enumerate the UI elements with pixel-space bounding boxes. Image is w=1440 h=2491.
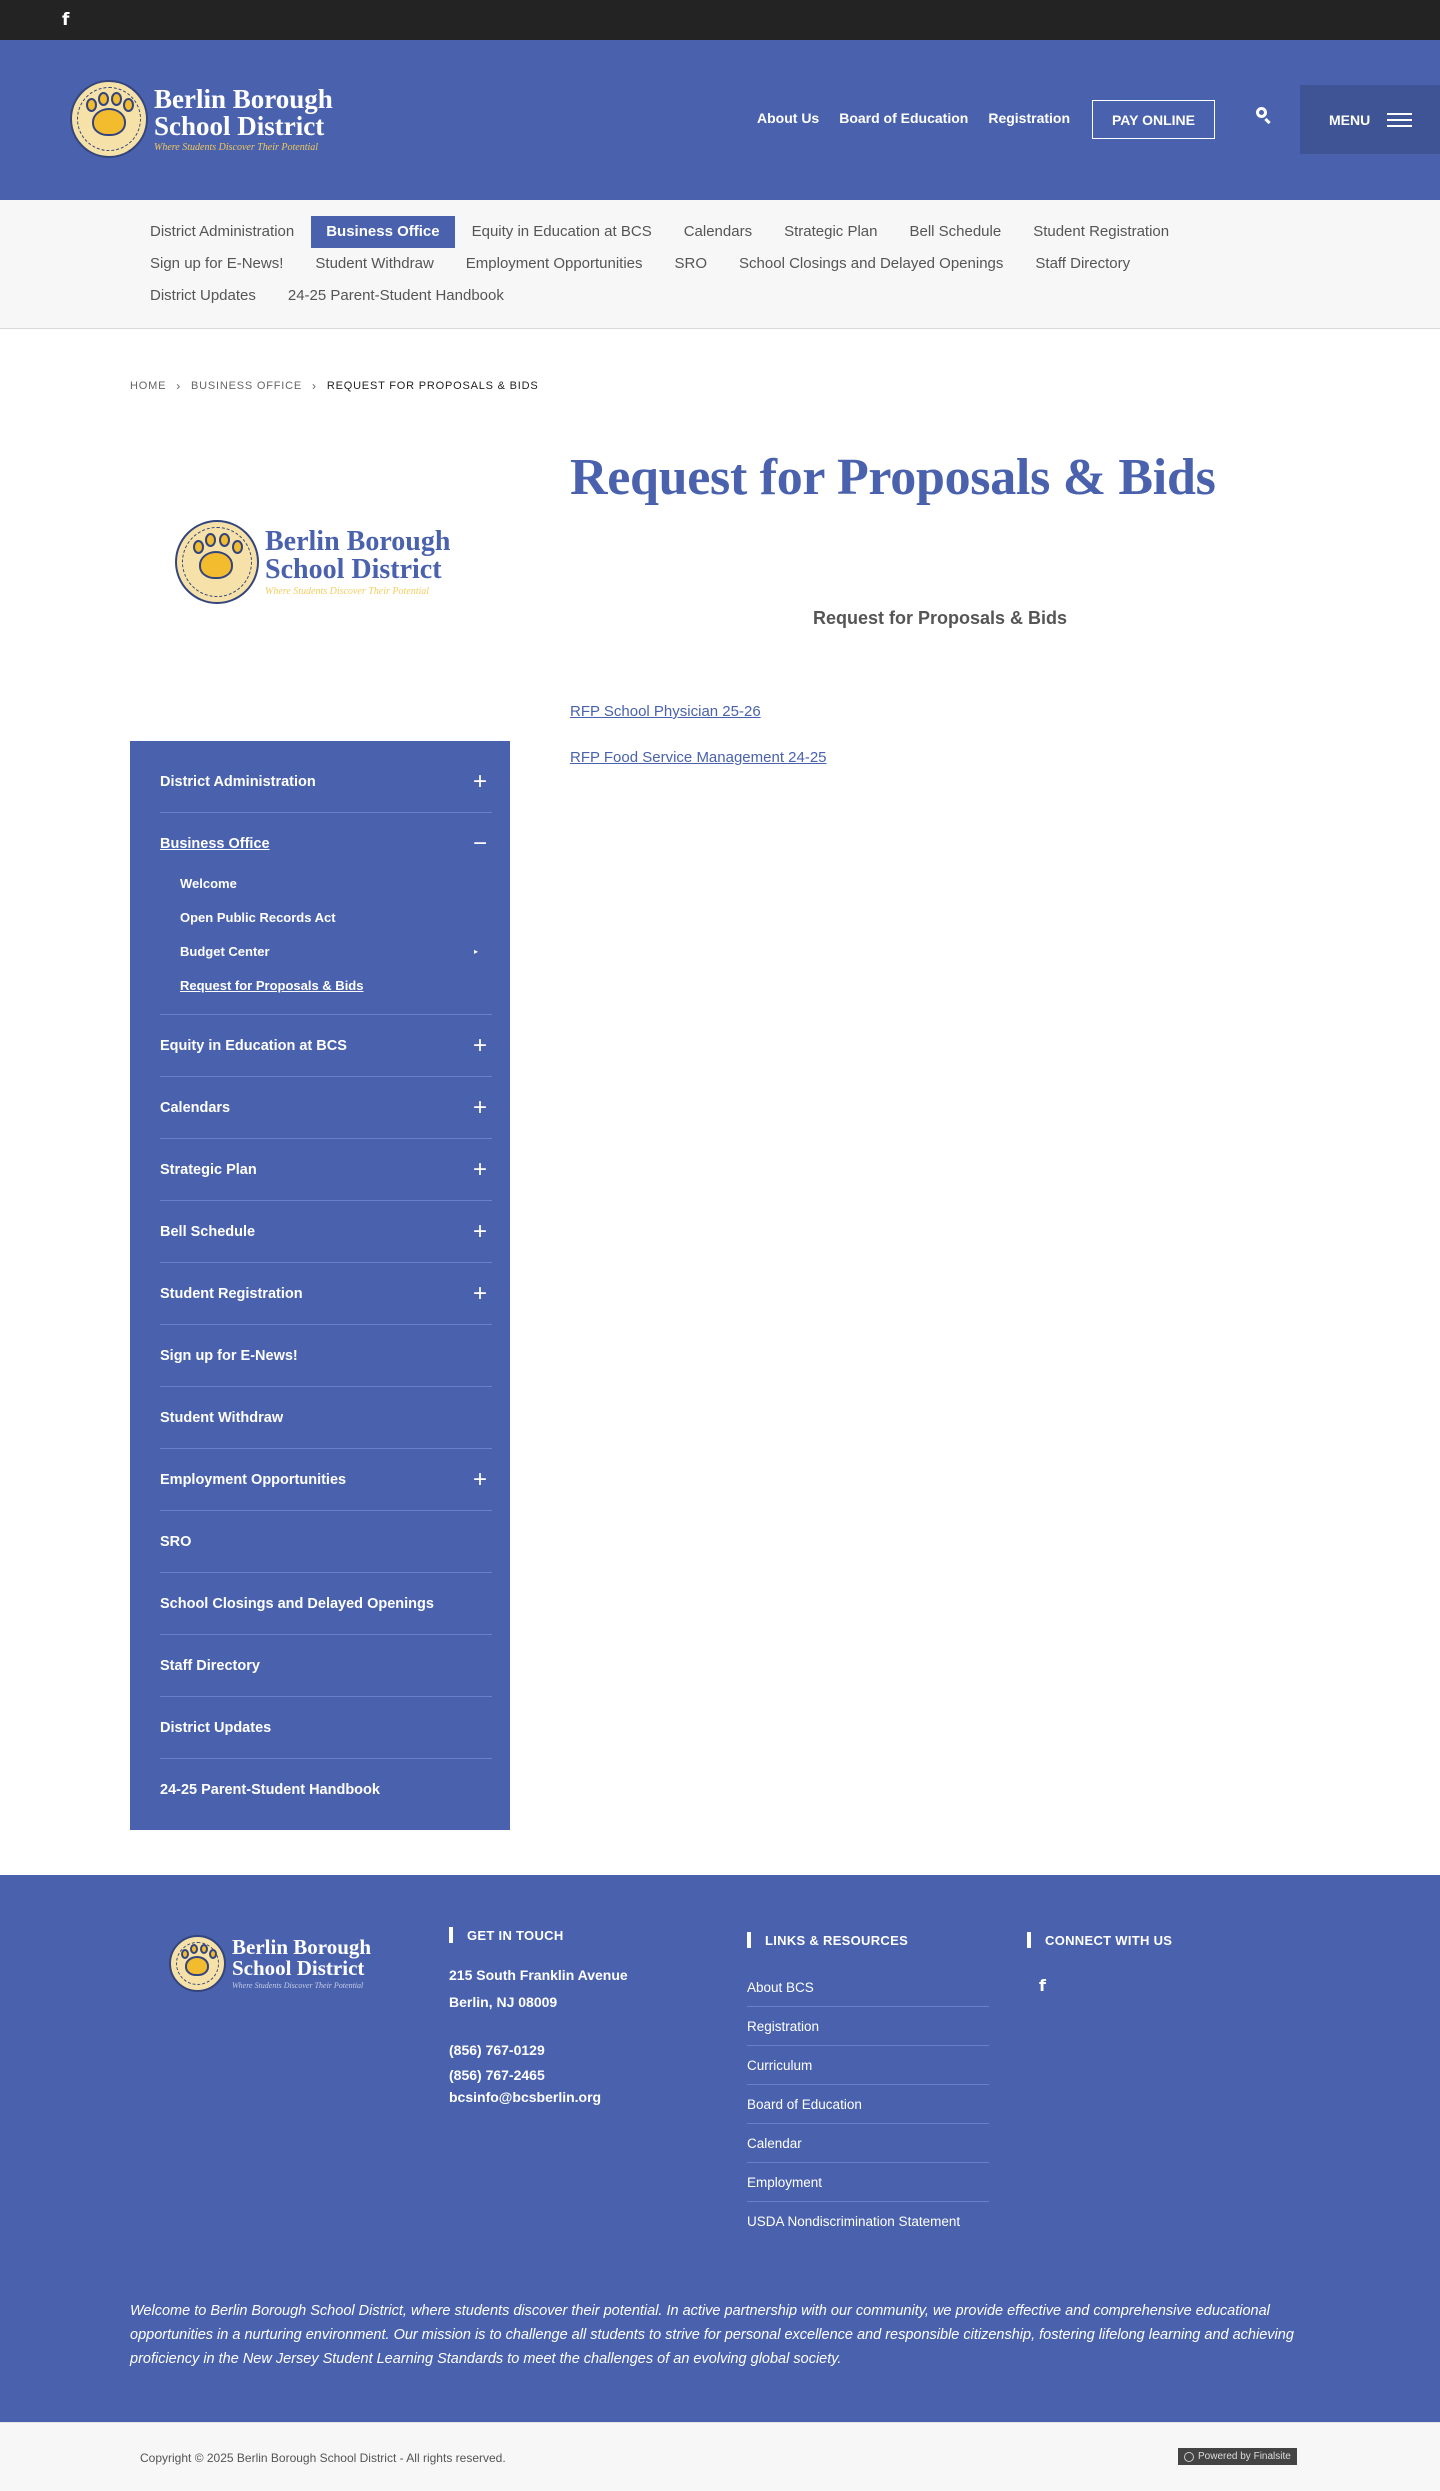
sidebar-subitem bbox=[180, 900, 492, 934]
sidebar-subitem bbox=[180, 934, 492, 968]
powered-by-badge[interactable] bbox=[1178, 2448, 1297, 2465]
sidebar-link[interactable]: SRO bbox=[160, 1533, 192, 1550]
address-line-2: Berlin, NJ 08009 bbox=[449, 1994, 558, 2010]
section-nav-strategic-plan[interactable]: Strategic Plan bbox=[784, 223, 878, 240]
document-links bbox=[570, 703, 827, 795]
util-link-board-of-education[interactable]: Board of Education bbox=[839, 110, 969, 126]
expand-plus-icon[interactable]: + bbox=[472, 1093, 487, 1121]
section-nav-item bbox=[669, 216, 767, 248]
get-in-touch-heading: GET IN TOUCH bbox=[449, 1925, 628, 1945]
sidebar-link[interactable]: District Updates bbox=[160, 1719, 272, 1736]
content-subheading: Request for Proposals & Bids bbox=[812, 608, 1068, 628]
footer-link-registration[interactable]: Registration bbox=[747, 2018, 820, 2034]
sidebar-item-sro bbox=[160, 1511, 492, 1573]
section-nav bbox=[0, 200, 1440, 329]
footer-link-usda-nondiscrimination-statement[interactable]: USDA Nondiscrimination Statement bbox=[747, 2214, 961, 2229]
sidebar-link[interactable]: Calendars bbox=[160, 1099, 231, 1116]
section-nav-item bbox=[457, 216, 667, 248]
section-nav-student-registration[interactable]: Student Registration bbox=[1033, 223, 1170, 240]
sidebar-link[interactable]: 24-25 Parent-Student Handbook bbox=[160, 1781, 380, 1798]
menu-label: MENU bbox=[1329, 111, 1371, 128]
sidebar-link[interactable]: Strategic Plan bbox=[160, 1161, 257, 1178]
facebook-icon[interactable]: f bbox=[62, 10, 70, 30]
sidebar-item-equity-in-education-at-bcs bbox=[160, 1015, 492, 1077]
sidebar-item-sign-up-for-e-news bbox=[160, 1325, 492, 1387]
top-bar bbox=[0, 0, 1440, 40]
utility-nav bbox=[757, 110, 1070, 126]
lions-seal-icon bbox=[70, 80, 148, 158]
expand-plus-icon[interactable]: + bbox=[472, 767, 487, 795]
section-nav-item bbox=[724, 248, 1018, 280]
site-footer bbox=[0, 1875, 1440, 2422]
footer-link-item bbox=[747, 2163, 989, 2202]
sidebar-logo-line-2: School District bbox=[265, 553, 442, 585]
sidebar-link[interactable]: School Closings and Delayed Openings bbox=[160, 1595, 434, 1612]
sidebar-sublink-open-public-records-act[interactable]: Open Public Records Act bbox=[180, 909, 336, 925]
footer-link-board-of-education[interactable]: Board of Education bbox=[747, 2096, 862, 2112]
page-title: Request for Proposals & Bids bbox=[570, 449, 1216, 506]
breadcrumb-business-office[interactable]: BUSINESS OFFICE bbox=[191, 380, 303, 392]
section-nav-24-25-parent-student-handbook[interactable]: 24-25 Parent-Student Handbook bbox=[287, 287, 504, 304]
section-nav-district-updates[interactable]: District Updates bbox=[150, 287, 256, 304]
expand-plus-icon[interactable]: + bbox=[472, 1465, 487, 1493]
copyright: Copyright © 2025 Berlin Borough School District - All rights reserved. bbox=[140, 2451, 506, 2465]
mission-statement: Welcome to Berlin Borough School District, where students discover their potential. In active partnership with our community, we provide effective and comprehensive educational opportunities in a nurturing environment. Our mission is to challenge all students to strive for personal excellence and responsible citizenship, fostering lifelong learning and achieving proficiency in the New Jersey Student Learning Standards to meet the challenges of an evolving global society. bbox=[130, 2303, 1294, 2367]
sidebar-item-student-withdraw bbox=[160, 1387, 492, 1449]
sidebar-item-bell-schedule bbox=[160, 1201, 492, 1263]
section-nav-item bbox=[1020, 248, 1145, 280]
section-nav-employment-opportunities[interactable]: Employment Opportunities bbox=[465, 255, 643, 272]
sidebar-logo[interactable] bbox=[175, 520, 450, 604]
util-link-about-us[interactable]: About Us bbox=[757, 110, 820, 126]
logo-line-2: School District bbox=[154, 110, 325, 141]
breadcrumb bbox=[130, 379, 539, 393]
connect-with-us bbox=[1027, 1930, 1172, 1995]
section-nav-business-office[interactable]: Business Office bbox=[311, 216, 454, 248]
footer-logo-line-1: Berlin Borough bbox=[232, 1935, 372, 1959]
sidebar-link[interactable]: Sign up for E-News! bbox=[160, 1347, 298, 1364]
section-nav-staff-directory[interactable]: Staff Directory bbox=[1035, 255, 1131, 272]
footer-link-item bbox=[747, 2046, 989, 2085]
lions-seal-icon bbox=[169, 1935, 226, 1992]
section-nav-item bbox=[769, 216, 892, 248]
finalsite-logo-icon bbox=[1184, 2452, 1194, 2462]
connect-heading: CONNECT WITH US bbox=[1027, 1930, 1172, 1950]
footer-link-about-bcs[interactable]: About BCS bbox=[747, 1979, 814, 1995]
email-link[interactable]: bcsinfo@bcsberlin.org bbox=[449, 2089, 602, 2105]
site-header bbox=[0, 40, 1440, 200]
section-nav-item bbox=[135, 216, 309, 248]
chevron-right-icon: › bbox=[312, 379, 317, 393]
footer-logo-line-2: School District bbox=[232, 1956, 365, 1980]
util-link-registration[interactable]: Registration bbox=[988, 110, 1071, 126]
sidebar-item-strategic-plan bbox=[160, 1139, 492, 1201]
logo-line-1: Berlin Borough bbox=[154, 83, 333, 114]
sidebar-link[interactable]: Equity in Education at BCS bbox=[160, 1037, 347, 1054]
section-nav-bell-schedule[interactable]: Bell Schedule bbox=[909, 223, 1002, 240]
section-nav-item bbox=[451, 248, 658, 280]
sidebar-sublink-welcome[interactable]: Welcome bbox=[180, 875, 237, 891]
footer-logo[interactable] bbox=[169, 1935, 371, 1992]
sidebar-logo-line-1: Berlin Borough bbox=[265, 525, 451, 557]
expand-plus-icon[interactable]: + bbox=[472, 1031, 487, 1059]
sidebar-item-employment-opportunities bbox=[160, 1449, 492, 1511]
links-resources bbox=[747, 1930, 989, 2241]
expand-plus-icon[interactable]: + bbox=[472, 1217, 487, 1245]
sidebar-subitem bbox=[180, 866, 492, 900]
bottom-bar bbox=[0, 2422, 1440, 2491]
sidebar-subitem bbox=[180, 968, 492, 1002]
footer-link-item bbox=[747, 2202, 989, 2241]
pay-online-button[interactable]: PAY ONLINE bbox=[1092, 100, 1215, 139]
section-nav-district-administration[interactable]: District Administration bbox=[150, 223, 295, 240]
phone-link[interactable]: (856) 767-0129 bbox=[449, 2042, 545, 2058]
sidebar-item-district-administration bbox=[160, 751, 492, 813]
hamburger-icon bbox=[1387, 109, 1412, 131]
breadcrumb-home[interactable]: HOME bbox=[130, 380, 167, 392]
footer-link-item bbox=[747, 2007, 989, 2046]
sidebar-link[interactable]: Bell Schedule bbox=[160, 1223, 256, 1240]
address-line-1: 215 South Franklin Avenue bbox=[449, 1967, 628, 1983]
site-logo[interactable] bbox=[70, 80, 333, 158]
sidebar-link[interactable]: Student Registration bbox=[160, 1285, 303, 1302]
sidebar-sublink-request-for-proposals-bids[interactable]: Request for Proposals & Bids bbox=[180, 977, 364, 993]
sidebar-item-school-closings-and-delayed-openings bbox=[160, 1573, 492, 1635]
footer-link-item bbox=[747, 2124, 989, 2163]
facebook-icon[interactable]: f bbox=[1039, 1976, 1046, 1995]
content-region bbox=[0, 329, 1440, 1875]
chevron-right-icon: › bbox=[176, 379, 181, 393]
footer-link-item bbox=[747, 1968, 989, 2007]
caret-right-icon[interactable]: ▸ bbox=[473, 946, 478, 956]
footer-logo-tagline: Where Students Discover Their Potential bbox=[232, 1981, 364, 1990]
section-nav-item bbox=[311, 216, 454, 248]
menu-button[interactable] bbox=[1300, 85, 1440, 154]
collapse-minus-icon[interactable]: − bbox=[472, 829, 487, 857]
doc-link-food-service[interactable]: RFP Food Service Management 24-25 bbox=[570, 749, 827, 766]
get-in-touch bbox=[449, 1925, 628, 2106]
search-icon[interactable] bbox=[1254, 105, 1274, 125]
section-nav-item bbox=[660, 248, 723, 280]
sidebar-item-business-office bbox=[160, 813, 492, 1015]
sidebar-link[interactable]: Staff Directory bbox=[160, 1657, 260, 1674]
sidebar-nav bbox=[130, 741, 510, 1830]
footer-link-curriculum[interactable]: Curriculum bbox=[747, 2057, 813, 2073]
expand-plus-icon[interactable]: + bbox=[472, 1279, 487, 1307]
sidebar-link[interactable]: Business Office bbox=[160, 835, 270, 852]
section-nav-calendars[interactable]: Calendars bbox=[683, 223, 753, 240]
section-nav-item bbox=[300, 248, 448, 280]
section-nav-student-withdraw[interactable]: Student Withdraw bbox=[315, 255, 434, 272]
footer-link-item bbox=[747, 2085, 989, 2124]
section-nav-item bbox=[894, 216, 1016, 248]
section-nav-item bbox=[1018, 216, 1184, 248]
links-resources-heading: LINKS & RESOURCES bbox=[747, 1930, 989, 1950]
footer-link-employment[interactable]: Employment bbox=[747, 2174, 823, 2190]
lions-seal-icon bbox=[175, 520, 259, 604]
sidebar-item-24-25-parent-student-handbook bbox=[160, 1759, 492, 1820]
sidebar-link[interactable]: Employment Opportunities bbox=[160, 1471, 347, 1488]
sidebar-logo-tagline: Where Students Discover Their Potential bbox=[265, 585, 430, 597]
section-nav-sro[interactable]: SRO bbox=[674, 255, 708, 272]
sidebar-item-staff-directory bbox=[160, 1635, 492, 1697]
section-nav-sign-up-for-e-news[interactable]: Sign up for E-News! bbox=[150, 255, 284, 272]
sidebar-link[interactable]: District Administration bbox=[160, 773, 316, 790]
breadcrumb-current: REQUEST FOR PROPOSALS & BIDS bbox=[326, 380, 539, 392]
expand-plus-icon[interactable]: + bbox=[472, 1155, 487, 1183]
section-nav-item bbox=[135, 248, 298, 280]
section-nav-equity-in-education-at-bcs[interactable]: Equity in Education at BCS bbox=[471, 223, 652, 240]
section-nav-item bbox=[135, 280, 271, 312]
sidebar-link[interactable]: Student Withdraw bbox=[160, 1409, 284, 1426]
logo-tagline: Where Students Discover Their Potential bbox=[154, 141, 319, 153]
sidebar-item-student-registration bbox=[160, 1263, 492, 1325]
footer-link-calendar[interactable]: Calendar bbox=[747, 2135, 802, 2151]
powered-by-label: Powered by Finalsite bbox=[1198, 2451, 1291, 2462]
fax-number: (856) 767-2465 bbox=[449, 2067, 545, 2083]
sidebar-item-district-updates bbox=[160, 1697, 492, 1759]
sidebar-sublink-budget-center[interactable]: Budget Center bbox=[180, 943, 270, 959]
section-nav-item bbox=[273, 280, 519, 312]
sidebar-item-calendars bbox=[160, 1077, 492, 1139]
section-nav-school-closings-and-delayed-openings[interactable]: School Closings and Delayed Openings bbox=[739, 255, 1004, 272]
doc-link-school-physician[interactable]: RFP School Physician 25-26 bbox=[570, 703, 761, 720]
